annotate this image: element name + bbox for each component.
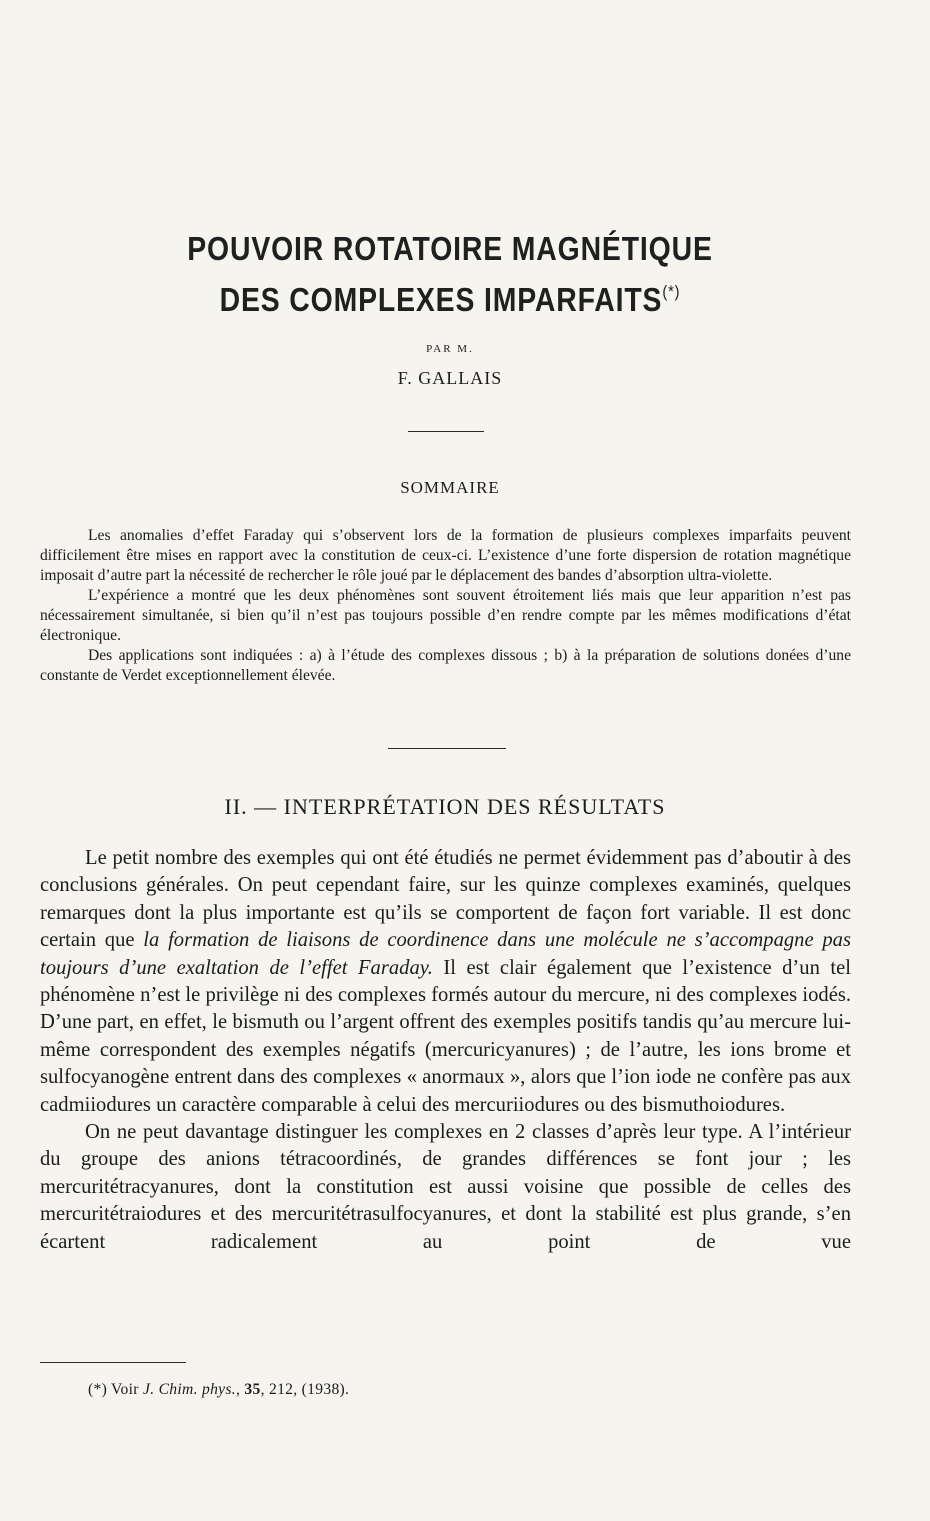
footnote: (*) Voir J. Chim. phys., 35, 212, (1938). bbox=[88, 1381, 350, 1398]
body-paragraph-1-end: Il est clair également que l’existence d’un tel phénomène n’est le privilège ni des complexes formés autour du mercure, ni des complexes iodés. D’une part, en effet, le bismuth ou l’argent offrent des exemples positifs tandis qu’au mercure lui-même correspondent des exemples négatifs (mercuricyanures) ; de l’autre, les ions brome et sulfocyanogène entrent dans des complexes « anormaux », alors que l’ion iode ne confère pas aux cadmiiodures un caractère comparable à celui des mercuriiodures ou des bismuthoiodures. bbox=[40, 956, 851, 1116]
title-footnote-mark: (*) bbox=[662, 282, 681, 301]
footnote-volume: 35 bbox=[244, 1381, 261, 1398]
footnote-divider bbox=[40, 1362, 186, 1363]
abstract-paragraph-1: Les anomalies d’effet Faraday qui s’observent lors de la formation de plusieurs complexes imparfaits peuvent difficilement être mises en rapport avec la constitution de ceux-ci. L’existence d’une forte dispersion de rotation magnétique imposait d’autre part la nécessité de rechercher le rôle joué par le déplacement des bandes d’absorption ultra-violette. bbox=[40, 527, 851, 584]
abstract-paragraph-2: L’expérience a montré que les deux phénomènes sont souvent étroitement liés mais que leur apparition n’est pas nécessairement simultanée, si bien qu’il n’est pas toujours possible d’en rendre compte par les mêmes modifications d’état électronique. bbox=[40, 587, 851, 644]
footnote-mark: (*) Voir bbox=[88, 1381, 143, 1398]
sommaire-heading: SOMMAIRE bbox=[400, 478, 500, 497]
body-paragraph-1 bbox=[40, 845, 851, 1119]
abstract-divider bbox=[388, 748, 506, 749]
author-name: F. GALLAIS bbox=[397, 368, 503, 388]
title-divider bbox=[408, 431, 484, 432]
body-paragraph-1-start: Le petit nombre des exemples qui ont été étudiés ne permet évidemment pas d’aboutir à des conclusions générales. On peut cependant faire, sur les quinze complexes examinés, quelques remarques dont la plus importante est qu’ils se comportent de façon fort variable. Il est donc certain que bbox=[40, 847, 851, 952]
body-text bbox=[40, 845, 851, 1256]
by-line-label: PAR M. bbox=[426, 343, 474, 355]
article-title-line-1: POUVOIR ROTATOIRE MAGNÉTIQUE bbox=[187, 230, 713, 267]
section-heading: II. — INTERPRÉTATION DES RÉSULTATS bbox=[224, 794, 666, 819]
abstract-paragraph-3: Des applications sont indiquées : a) à l’étude des complexes dissous ; b) à la préparation de solutions donées d’une constante de Verdet exceptionnellement élevée. bbox=[40, 647, 851, 684]
footnote-journal: J. Chim. phys. bbox=[142, 1381, 236, 1398]
article-title-line-2 bbox=[63, 281, 837, 319]
abstract bbox=[40, 526, 851, 686]
article-title-line-2-text: DES COMPLEXES IMPARFAITS bbox=[219, 281, 663, 318]
body-paragraph-1-italic: la formation de liaisons de coordinence dans une molécule ne s’accompagne pas toujours d’une exaltation de l’effet Faraday. bbox=[40, 929, 851, 979]
footnote-rest: , 212, (1938). bbox=[260, 1381, 350, 1398]
body-paragraph-2: On ne peut davantage distinguer les complexes en 2 classes d’après leur type. A l’intérieur du groupe des anions tétracoordinés, de grandes différences se font jour ; les mercuritétracyanures, dont la constitution est aussi voisine que possible de celles des mercuritétraiodures et des mercuritétrasulfocyanures, et dont la stabilité est plus grande, s’en écartent radicalement au point de vue bbox=[40, 1121, 851, 1253]
